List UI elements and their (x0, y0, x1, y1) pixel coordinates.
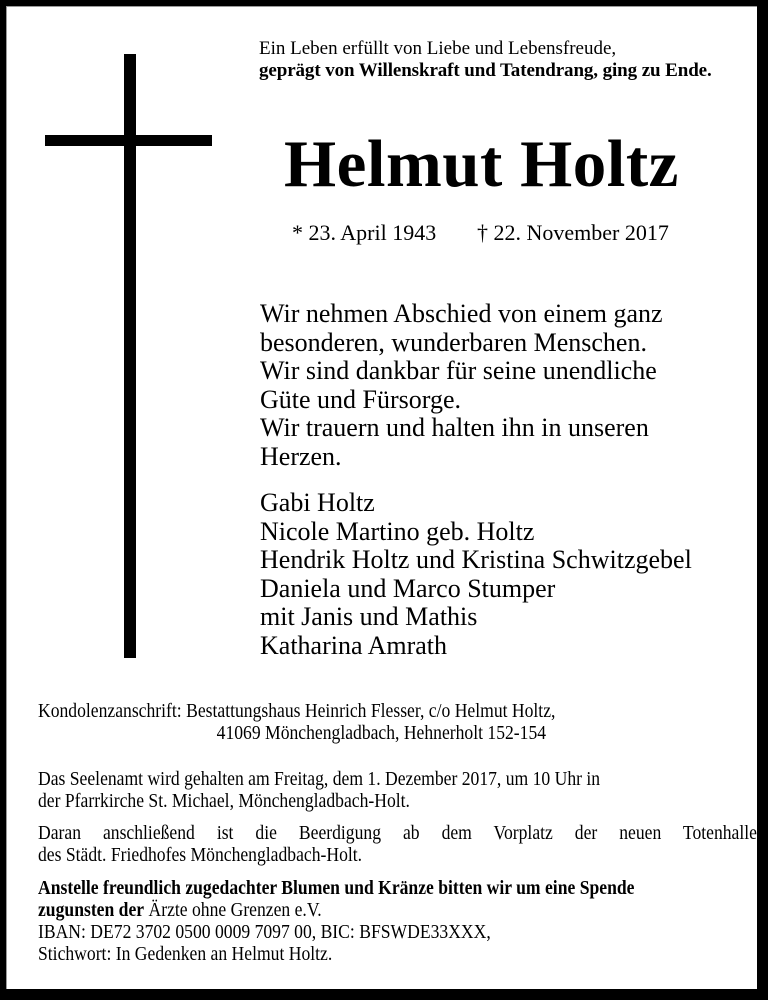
donation-line-2 (38, 899, 634, 921)
deceased-name: Helmut Holtz (284, 127, 679, 201)
cross-icon-horizontal-bar (45, 135, 212, 146)
mourner: Katharina Amrath (260, 630, 447, 660)
farewell-line: besonderen, wunderbaren Menschen. (260, 327, 647, 357)
burial-line-2: des Städt. Friedhofes Mönchengladbach-Holt. (38, 844, 363, 866)
motto-line-2: geprägt von Willenskraft und Tatendrang, ging zu Ende. (259, 60, 712, 81)
mourner: mit Janis und Mathis (260, 602, 478, 632)
burial-line-1: Daran anschließend ist die Beerdigung ab dem Vorplatz der neuen Totenhalle (38, 822, 757, 844)
motto-line-1: Ein Leben erfüllt von Liebe und Lebensfreude, (259, 38, 617, 59)
death-date: † 22. November 2017 (477, 220, 669, 245)
farewell-line: Wir trauern und halten ihn in unseren (260, 413, 649, 443)
birth-date: * 23. April 1943 (292, 220, 437, 245)
condolence-line-2: 41069 Mönchengladbach, Hehnerholt 152-154 (216, 722, 547, 744)
farewell-text (260, 300, 663, 472)
requiem-line-2: der Pfarrkirche St. Michael, Mönchengladbach-Holt. (38, 790, 410, 812)
burial-paragraph (38, 822, 757, 866)
donation-keyword: Stichwort: In Gedenken an Helmut Holtz. (38, 943, 333, 965)
mourner: Hendrik Holtz und Kristina Schwitzgebel (260, 545, 692, 575)
motto (259, 38, 712, 82)
donation-line-2-bold: zugunsten der (38, 899, 145, 921)
condolence-address (38, 700, 555, 744)
mourner: Daniela und Marco Stumper (260, 573, 556, 603)
farewell-line: Güte und Fürsorge. (260, 384, 462, 414)
requiem-line-1: Das Seelenamt wird gehalten am Freitag, dem 1. Dezember 2017, um 10 Uhr in (38, 768, 601, 790)
mourner: Gabi Holtz (260, 488, 375, 517)
farewell-line: Wir sind dankbar für seine unendliche (260, 356, 657, 386)
donation-recipient: Ärzte ohne Grenzen e.V. (144, 899, 322, 921)
condolence-line-1: Kondolenzanschrift: Bestattungshaus Heinrich Flesser, c/o Helmut Holtz, (38, 700, 556, 722)
donation-info (38, 877, 634, 965)
mourner: Nicole Martino geb. Holtz (260, 516, 535, 546)
requiem-paragraph (38, 768, 757, 812)
mourners-list (260, 489, 692, 661)
farewell-line: Wir nehmen Abschied von einem ganz (260, 299, 663, 328)
bank-details: IBAN: DE72 3702 0500 0009 7097 00, BIC: BFSWDE33XXX, (38, 921, 491, 943)
farewell-line: Herzen. (260, 441, 342, 471)
donation-line-1: Anstelle freundlich zugedachter Blumen und Kränze bitten wir um eine Spende (38, 877, 635, 899)
service-info (38, 768, 757, 876)
